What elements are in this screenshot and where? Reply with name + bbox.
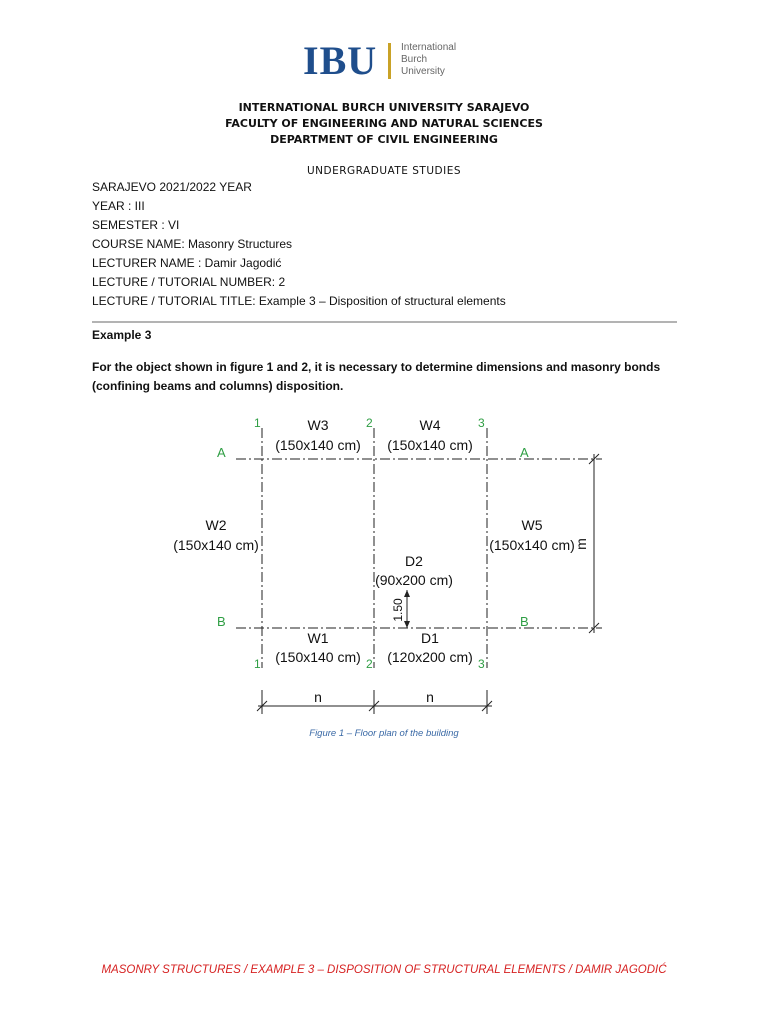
logo-sub-line: Burch (401, 54, 428, 65)
w1-label: W1 (307, 630, 329, 646)
header-line: FACULTY OF ENGINEERING AND NATURAL SCIENCES (225, 117, 543, 130)
axis-number-1-top: 1 (254, 416, 261, 430)
figure-caption: Figure 1 – Floor plan of the building (309, 728, 459, 739)
w5-size: (150x140 cm) (489, 537, 575, 553)
page-footer: MASONRY STRUCTURES / EXAMPLE 3 – DISPOSITION OF STRUCTURAL ELEMENTS / DAMIR JAGODIĆ (101, 964, 667, 976)
meta-line: SARAJEVO 2021/2022 YEAR (92, 180, 252, 194)
axis-number-3-bottom: 3 (478, 657, 485, 671)
d2-size: (90x200 cm) (375, 572, 453, 588)
w3-size: (150x140 cm) (275, 437, 361, 453)
axis-letter-b-left: B (217, 614, 226, 629)
d2-label: D2 (405, 553, 423, 569)
axis-letter-a-left: A (217, 445, 226, 460)
floor-plan-figure (0, 400, 768, 725)
meta-line: SEMESTER : VI (92, 218, 180, 232)
dimension-150-label: 1.50 (391, 598, 405, 622)
meta-line: YEAR : III (92, 199, 145, 213)
section-divider (92, 321, 677, 323)
w5-label: W5 (521, 517, 543, 533)
ibu-logo (303, 40, 473, 82)
meta-line: LECTURER NAME : Damir Jagodić (92, 256, 282, 270)
example-title: Example 3 (92, 328, 152, 342)
w1-size: (150x140 cm) (275, 649, 361, 665)
logo-sub-line: International (401, 42, 457, 53)
logo-divider (388, 43, 391, 79)
dimension-m-label: m (573, 538, 589, 550)
university-header (0, 100, 768, 148)
axis-number-2-top: 2 (366, 416, 373, 430)
header-line: INTERNATIONAL BURCH UNIVERSITY SARAJEVO (238, 101, 530, 114)
meta-line: LECTURE / TUTORIAL NUMBER: 2 (92, 275, 286, 289)
header-line: DEPARTMENT OF CIVIL ENGINEERING (270, 133, 498, 146)
w2-size: (150x140 cm) (173, 537, 259, 553)
studies-label: UNDERGRADUATE STUDIES (306, 165, 461, 177)
axis-number-1-bottom: 1 (254, 657, 261, 671)
d1-size: (120x200 cm) (387, 649, 473, 665)
axis-number-3-top: 3 (478, 416, 485, 430)
course-meta (92, 178, 506, 311)
axis-number-2-bottom: 2 (366, 657, 373, 671)
axis-letter-b-right: B (520, 614, 529, 629)
dimension-n-left: n (314, 689, 322, 705)
w4-label: W4 (419, 417, 441, 433)
w2-label: W2 (205, 517, 227, 533)
logo-mark: IBU (303, 38, 378, 83)
logo-subtitle (401, 42, 456, 78)
example-text: For the object shown in figure 1 and 2, it is necessary to determine dimensions and masonry bonds (confining beams and columns) disposition. (92, 360, 661, 393)
logo-sub-line: University (401, 66, 445, 77)
meta-line: COURSE NAME: Masonry Structures (92, 237, 293, 251)
d1-label: D1 (421, 630, 439, 646)
axis-letter-a-right: A (520, 445, 529, 460)
dimension-n-right: n (426, 689, 434, 705)
w4-size: (150x140 cm) (387, 437, 473, 453)
w3-label: W3 (307, 417, 329, 433)
meta-line: LECTURE / TUTORIAL TITLE: Example 3 – Disposition of structural elements (92, 294, 506, 308)
